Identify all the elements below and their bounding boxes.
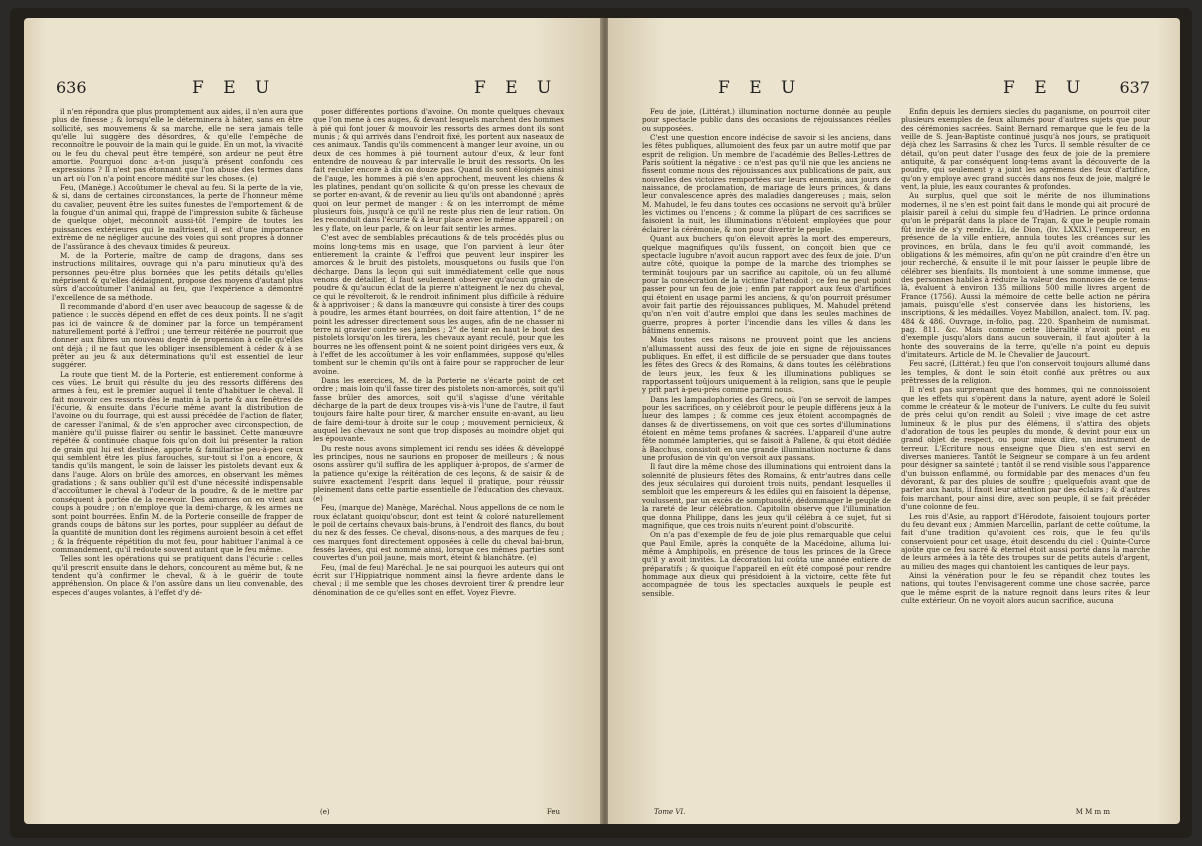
paragraph: M. de la Porterie, maître de camp de dragons, dans ses instructions militaires, ouvrage qui n'a paru minutieux qu'à des personnes peu-être plus bornées que les petits détails qu'elles méprisent & qu'elles dédaignent, propose des moyens d'autant plus sûrs d'accoûtumer l'animal au feu, que l'expérience a démontré l'excellence de sa méthode. [52,250,303,302]
running-head: F E U [474,78,559,98]
left-page-header [24,78,602,104]
page-number: 636 [56,78,87,97]
paragraph: Enfin depuis les derniers siecles du paganisme, on pourroit citer plusieurs exemples de feux allumés pour d'autres sujets que pour des cérémonies sacrées. Saint Bernard remarque que le feu de la veille de S. Jean-Baptiste continué jusqu'à nos jours, se pratiquoit déjà chez les Sarrasins & chez les Turcs. Il semble résulter de ce détail, qu'on peut dater l'usage des feux de joie de la premiere antiquité, & par conséquent long-tems avant la découverte de la poudre, qui seulement y a joint les agrémens des feux d'artifice, qu'on y employe avec grand succès dans nos feux de joie, malgré le vent, la pluie, les eaux courantes & profondes. [901,108,1150,192]
paragraph: Les rois d'Asie, au rapport d'Hérodote, faisoient toujours porter du feu devant eux ; Ammien Marcellin, parlant de cette coûtume, la fait d'une tradition qu'avoient ces rois, que le feu qu'ils conservoient pour cet usage, étoit descendu du ciel : Quinte-Curce ajoûte que ce feu sacré & éternel étoit aussi porté dans la marche de leurs armées à la tête des troupes sur de petits autels d'argent, au milieu des mages qui chantoient les cantiques de leur pays. [901,511,1150,571]
paragraph: Feu, (marque de) Manège, Maréchal. Nous appellons de ce nom le roux éclatant quoiqu'obscur, dont est teint & coloré naturellement le poil de certains chevaux bais-bruns, à l'endroit des flancs, du bout du nez & des fesses. Ce cheval, disons-nous, a des marques de feu ; ces marques font directement opposées à celle du cheval bai-brun, fessés lavées, qui est nommé ainsi, lorsque ces mêmes parties sont couvertes d'un poil jaune, mais mort, éteint & blanchâtre. (e) [313,503,564,563]
paragraph: il n'en répondra que plus promptement aux aides, il n'en aura que plus de finesse ; & lorsqu'elle le déterminera à hâter, sans en être sollicité, ses mouvemens & sa marche, elle ne sera jamais telle qu'elle lui suggère des désordres, & qu'elle l'empêche de reconnoître le pouvoir de la main qui le guide. En un mot, la vivacité ou le feu du cheval peut être tempéré, son ardeur ne peut être amortie. Pourquoi donc a-t-on jusqu'à présent confondu ces expressions ? Il n'est pas étonnant que l'on abuse des termes dans un art où l'on n'a point encore médité sur les choses. (e) [52,108,303,183]
right-page-header [608,78,1180,104]
open-book [10,8,1192,838]
paragraph: Quant aux buchers qu'on élevoit après la mort des empereurs, quelque magnifiques qu'ils fussent, on conçoit bien que ce spectacle lugubre n'avoit aucun rapport avec des feux de joie. D'un autre côté, quoique la pompe de la marche des triomphes se terminât toujours par un sacrifice au capitole, où un feu allumé pour la consécration de la victime l'attendoit ; ce feu ne peut point passer pour un feu de joie ; enfin par rapport aux feux d'artifices qui étoient en usage parmi les anciens, & qu'on pourroit présumer avoir fait partie des réjouissances publiques, M. Mahudel prétend qu'on n'en voit d'autre emploi que dans les seules machines de guerre, propres à porter l'incendie dans les villes & dans les bâtimens ennemis. [642,234,891,335]
catchword: Feu [546,808,560,816]
paragraph: Feu sacré, (Littérat.) feu que l'on conservoit toujours allumé dans les temples, & dont le soin étoit confié aux prêtres ou aux prêtresses de la religion. [901,359,1150,385]
paragraph: Il n'est pas surprenant que des hommes, qui ne connoissoient que les effets qui s'opèrent dans la nature, ayent adoré le Soleil comme le créateur & le moteur de l'univers. Le culte du feu suivit de près celui qu'on rendit au Soleil ; vive image de cet astre lumineux & le plus pur des élémens, il s'attira des objets d'adoration de tous les peuples du monde, & devint pour eux un grand objet de respect, ou pour mieux dire, un instrument de terreur. L'Ecriture nous enseigne que Dieu s'en est servi en diverses manieres. Tantôt le Seigneur se compare à un feu ardent pour désigner sa sainteté ; tantôt il se rend visible sous l'apparence d'un buisson enflammé, ou formidable par des menaces d'un feu dévorant, & par des pluies de souffre ; quelquefois avant que de parler aux hauts, il fixoit leur attention par des éclairs ; & d'autres fois marchant, pour ainsi dire, avec son peuple, il se fait précéder d'une colonne de feu. [901,385,1150,512]
paragraph: On n'a pas d'exemple de feu de joie plus remarquable que celui que Paul Emile, après la conquête de la Macédoine, alluma lui-même à Amphipolis, en présence de tous les princes de la Grece qu'il y avoit invités. La décoration lui coûta une année entiere de préparatifs ; & quoique l'appareil en eût été composé pour rendre hommage aux dieux qui présidoient à la victoire, cette fête fut accompagnée de tous les spectacles auxquels le peuple est sensible. [642,530,891,598]
paragraph: C'est une question encore indécise de savoir si les anciens, dans les fêtes publiques, allumoient des feux par un autre motif que par esprit de religion. Un membre de l'académie des Belles-Lettres de Paris soûtient la négative : ce n'est pas qu'il nie que les anciens ne fissent comme nous des réjouissances aux publications de paix, aux nouvelles des victoires remportées sur leurs ennemis, aux jours de naissance, de proclamation, de mariage de leurs princes, & dans leur convalescence après des maladies dangereuses ; mais, selon M. Mahudel, le feu dans toutes ces occasions ne servoit qu'à brûler les victimes ou l'encens ; & comme la plûpart de ces sacrifices se faisoient la nuit, les illuminations n'étoient employées que pour éclairer la cérémonie, & non pour divertir le peuple. [642,133,891,234]
volume-signature: Tome VI. [654,808,686,816]
catchword: M M m m [1075,808,1110,816]
right-page-columns [642,108,1150,802]
paragraph: Telles sont les opérations qui se pratiquent dans l'écurie : celles qu'il prescrit ensuite dans le dehors, concourent au même but, & ne tendent qu'à confirmer le cheval, & à le guérir de toute appréhension. On place & l'on assûre dans un lieu convenable, des especes d'auges volantes, à l'effet d'y dé- [52,554,303,597]
left-page-column-1 [52,108,303,802]
paragraph: Ainsi la vénération pour le feu se répandit chez toutes les nations, qui toutes l'envisagerent comme une chose sacrée, parce que le même esprit de la nature regnoit dans leurs rites & leur culte extérieur. On ne voyoit alors aucun sacrifice, aucuna [901,570,1150,605]
running-head: F E U [192,78,277,98]
right-page [608,18,1180,824]
page-number: 637 [1119,78,1150,97]
right-page-column-1 [642,108,891,802]
left-page-columns [52,108,564,802]
right-page-column-2 [901,108,1150,802]
paragraph: Dans les exercices, M. de la Porterie ne s'écarte point de cet ordre ; mais loin qu'il fasse tirer des pistolets non-amorcés, soit qu'il fasse brûler des amorces, soit qu'il s'agisse d'une véritable décharge de la part de deux troupes vis-à-vis l'une de l'autre, il faut toujours faire halte pour tirer, & marcher ensuite en-avant, au lieu de faire demi-tour à droite sur le coup ; mouvement pernicieux, & auquel les chevaux ne sont que trop disposés au moindre objet qui les épouvante. [313,376,564,444]
running-head: F E U [1003,78,1088,98]
paragraph: Dans les lampadophories des Grecs, où l'on se servoit de lampes pour les sacrifices, on y célébroit pour le peuple différens jeux à la lueur des lampes ; & comme ces jeux étoient accompagnés de danses & de divertissemens, on voit que ces sortes d'illuminations étoient en même tems profanes & sacrées. L'appareil d'une autre fête nommée lampteries, qui se faisoit à Pallene, & qui étoit dédiée à Bacchus, consistoit en une grande illumination nocturne & dans une profusion de vin qu'on versoit aux passans. [642,394,891,463]
paragraph: Mais toutes ces raisons ne prouvent point que les anciens n'allumassent aussi des feux de joie en signe de réjouissances publiques. En effet, il est difficile de se persuader que dans toutes les fêtes des Grecs & des Romains, & dans toutes les célébrations de leurs jeux, les feux & les illuminations publiques se rapportassent toûjours uniquement à la religion, sans que le peuple y prît part à-peu-près comme parmi nous. [642,335,891,395]
paragraph: C'est avec de semblables précautions & de tels procédés plus ou moins long-tems mis en usage, que l'on parvient à leur ôter entierement la crainte & l'effroi que peuvent leur inspirer les amorces & le bruit des pistolets, mousquetons ou fusils que l'on décharge. Dans la leçon qui suit immédiatement celle que nous venons de détailler, il faut seulement observer qu'aucun grain de poudre & qu'aucun éclat de la pierre n'atteignent le nez du cheval, ce qui le révolteroit, & le rendroit infiniment plus difficile à réduire & à apprivoiser ; & dans la manœuvre qui consiste à tirer des coups à poudre, les armes étant bourrées, on doit faire attention, 1° de ne point les adresser directement sous les auges, afin de ne chasser ni terre ni gravier contre ses jambes ; 2° de tenir en haut le bout des pistolets lorsqu'on les tirera, les chevaux ayant reculé, pour que les bourres ne les offensent point & ne soient point dirigées vers eux, & à l'effet de les accoûtumer à les voir enflammées, supposé qu'elles tombent sur le chemin qu'ils ont à faire pour se rapprocher de leur avoine. [313,233,564,376]
paragraph: Il faut dire la même chose des illuminations qui entroient dans la solennité de plusieurs fêtes des Romains, & entr'autres dans celle des jeux séculaires qui duroient trois nuits, pendant lesquelles il sembloit que les empereurs & les édiles qui en faisoient la dépense, voulussent, par un excès de somptuosité, dédommager le peuple de la rareté de leur célébration. Capitolin observe que l'illumination que donna Philippe, dans les jeux qu'il célébra à ce sujet, fut si magnifique, que ces trois nuits n'eurent point d'obscurité. [642,462,891,530]
left-page-column-2 [313,108,564,802]
paragraph: poser différentes portions d'avoine. On monte quelques chevaux que l'on mene à ces auges, & devant lesquels marchent des hommes à pié qui font jouer & mouvoir les ressorts des armes dont ils sont munis ; & qui arrivés dans l'endroit fixé, les portent aux naseaux de ces animaux. Tandis qu'ils commencent à manger leur avoine, un ou deux de ces hommes à pié tournent autour d'eux, & leur font entendre de nouveau & par intervalle le bruit des ressorts. On les fait reculer encore à dix ou douze pas. Quand ils sont éloignés ainsi de l'auge, les hommes à pié s'en approchent, meuvent les chiens & les platines, pendant qu'on sollicite & qu'on presse les chevaux de se porter en-avant, & de revenir au lieu qu'ils ont abandonné ; après quoi on leur permet de manger : & on les interrompt de même plusieurs fois, jusqu'à ce qu'il ne reste plus rien de leur ration. On les reconduit dans l'écurie & à leur place avec le même appareil ; on les y flate, on leur parle, & on leur fait sentir les armes. [313,108,564,233]
paragraph: Feu, (mal de feu) Maréchal. Je ne sai pourquoi les auteurs qui ont écrit sur l'Hippiatrique nomment ainsi la fievre ardente dans le cheval ; il me semble que les choses devroient tirer & prendre leur dénomination de ce qu'elles sont en effet. Voyez Fievre. [313,562,564,597]
paragraph: Il recommande d'abord d'en user avec beaucoup de sagesse & de patience : le succès dépend en effet de ces deux points. Il ne s'agit pas ici de vaincre & de dominer par la force un tempérament naturellement porté à l'effroi ; une terreur réitérée ne pourroit que donner aux fibres un nouveau degré de propension à celle qu'elles ont déjà ; il ne faut que les obliger insensiblement à céder & à se prêter au jeu & aux déterminations qu'il est essentiel de leur suggérer. [52,301,303,370]
running-head: F E U [718,78,803,98]
paragraph: Au surplus, quel que soit le mérite de nos illuminations modernes, il ne s'en est point fait dans le monde qui ait procuré de plaisir pareil à celui du simple feu d'Hadrien. Le prince ordonna qu'on le préparât dans la place de Trajan, & que le peuple romain fût invité de s'y rendre. Li, de Dion, (liv. LXXIX.) l'empereur, en présence de la ville entiere, annula toutes les créances sur les provinces, en brûla, dans le feu qu'il avoit commandé, les obligations & les mémoires, afin qu'on ne pût craindre d'en être un jour recherché, & ensuite il le mit pour laisser le peuple libre de célébrer ses bienfaits. Ils montoient à une somme immense, que des personnes habiles à réduire la valeur des monnoies de ce tems-là, évaluent à environ 135 millions 500 mille livres argent de France (1756). Aussi la mémoire de cette belle action ne périra jamais, puisqu'elle s'est conservée dans les historiens, les inscriptions, & les médailles. Voyez Mabillon, analect. tom. IV. pag. 484 & 486. Ouvrage, in-folio, pag. 220. Spanheim de numismat. pag. 811. &c. Mais comme cette libéralité n'avoit point eu d'exemple jusqu'alors dans aucun souverain, il faut ajoûter à la honte des souverains de la terre, qu'elle n'a point eu depuis d'imitateurs. Article de M. le Chevalier de Jaucourt. [901,191,1150,359]
paragraph: Feu de joie, (Littérat.) illumination nocturne donnée au peuple pour spectacle public dans des occasions de réjouissances réelles ou supposées. [642,108,891,133]
paragraph: La route que tient M. de la Porterie, est entierement conforme à ces vûes. Le bruit qui résulte du jeu des ressorts différens des armes à feu, est le premier auquel il tente d'habituer le cheval. Il fait mouvoir ces ressorts dès le matin à la porte & aux fenêtres de l'écurie, & ensuite dans l'écurie même avant la distribution de l'avoine ou du fourrage, qui est aussi précédée de l'action de flater, de caresser l'animal, & de s'en approcher avec circonspection, de manière qu'il puisse flairer ou sentir le bassinet. Cette manœuvre répétée & continuée chaque fois qu'on doit lui présenter la ration de grain qui lui est destinée, apporte & familiarise peu-à-peu ceux qui semblent être les plus farouches, sur-tout si l'on a encore, & tandis qu'ils mangent, le soin de laisser les pistolets devant eux & dans l'auge. Alors on brûle des amorces, en observant les mêmes gradations ; & sans oublier qu'il est d'une nécessité indispensable d'accoûtumer le cheval à l'odeur de la poudre, & de le mettre par conséquent à portée de la recevoir. Des amorces on en vient aux coups à poudre ; on n'employe que la demi-charge, & les armes ne sont point bourrées. Enfin M. de la Porterie conseille de frapper de grands coups de bâtons sur les portes, pour suppléer au défaut de la quantité de munition dont les régimens auroient besoin à cet effet ; & la fréquente répétition du mot feu, pour habituer l'animal à ce commandement, qu'il redoute souvent autant que le feu même. [52,369,303,554]
paragraph: Du reste nous avons simplement ici rendu ses idées & développé les principes, nous ne saurions en proposer de meilleurs ; & nous osons assûrer qu'il suffira de les appliquer à-propos, de s'armer de la patience qu'exige la réitération de ces leçons, & de saisir & de suivre exactement l'esprit dans lequel il pratique, pour réussir pleinement dans cette partie essentielle de l'éducation des chevaux. (e) [313,443,564,503]
paragraph: Feu, (Manège.) Accoûtumer le cheval au feu. Si la perte de la vie, & si, dans de certaines circonstances, la perte de l'honneur même du cavalier, peuvent être les suites funestes de l'emportement & de la fougue d'un animal qui, frappé de l'impression subite & fâcheuse de quelque objet, méconnoît aussi-tôt l'empire de toutes les puissances extérieures qui le maîtrisent, il est d'une importance extrème de ne négliger aucune des voies qui sont propres à donner de l'assûrance à des chevaux timides & peureux. [52,183,303,251]
left-page [24,18,602,824]
footnote-marker: (e) [320,808,330,816]
